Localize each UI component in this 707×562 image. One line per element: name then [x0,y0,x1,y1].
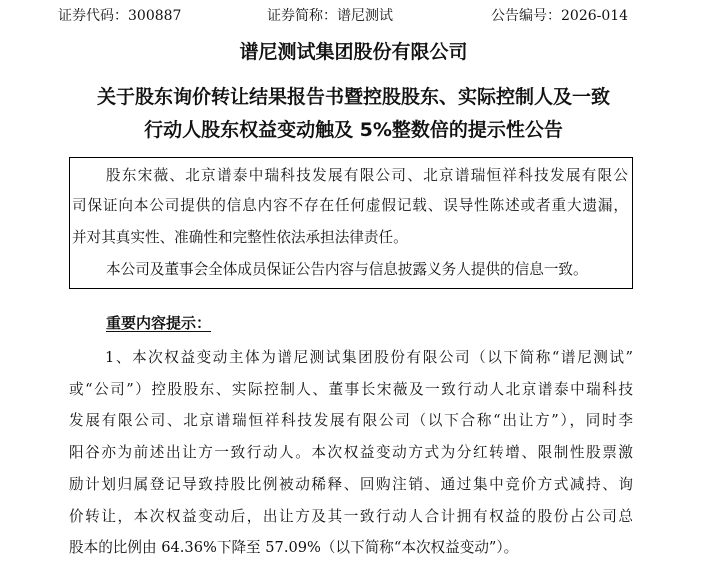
paragraph-line: 阳谷亦为前述出让方一致行动人。本次权益变动方式为分红转增、限制性股票激 [69,444,633,461]
announcement-title-line-1: 关于股东询价转让结果报告书暨控股股东、实际控制人及一致 [96,86,610,108]
paragraph-line: 1、本次权益变动主体为谱尼测试集团股份有限公司（以下简称“谱尼测试” [105,349,633,366]
announcement-title-line-2: 行动人股东权益变动触及 5%整数倍的提示性公告 [144,119,563,141]
paragraph-line: 发展有限公司、北京谱瑞恒祥科技发展有限公司（以下合称“出让方”），同时李 [69,412,633,429]
announcement-header [58,6,658,26]
paragraph-line: 励计划归属登记导致持股比例被动稀释、回购注销、通过集中竞价方式减持、询 [69,476,633,493]
security-name: 证券简称：谱尼测试 [267,8,393,24]
section-heading [106,313,211,333]
paragraph-line: 价转让，本次权益变动后，出让方及其一致行动人合计拥有权益的股份占公司总 [69,508,633,525]
company-name-title: 谱尼测试集团股份有限公司 [239,41,468,63]
disclaimer-line: 本公司及董事会全体成员保证公告内容与信息披露义务人提供的信息一致。 [106,261,588,278]
paragraph-line: 股本的比例由 64.36%下降至 57.09%（以下简称“本次权益变动”）。 [69,539,519,556]
section-heading-text: 重要内容提示： [106,314,212,332]
disclaimer-line: 司保证向本公司提供的信息内容不存在任何虚假记载、误导性陈述或者重大遗漏， [72,197,628,214]
announcement-number: 公告编号：2026-014 [491,8,629,24]
paragraph-line: 或“公司”）控股股东、实际控制人、董事长宋薇及一致行动人北京谱泰中瑞科技 [69,381,633,398]
disclaimer-line: 股东宋薇、北京谱泰中瑞科技发展有限公司、北京谱瑞恒祥科技发展有限公 [106,167,628,184]
security-code: 证券代码：300887 [58,8,182,24]
disclaimer-box [69,157,633,289]
disclaimer-line: 并对其真实性、准确性和完整性依法承担法律责任。 [72,229,408,246]
